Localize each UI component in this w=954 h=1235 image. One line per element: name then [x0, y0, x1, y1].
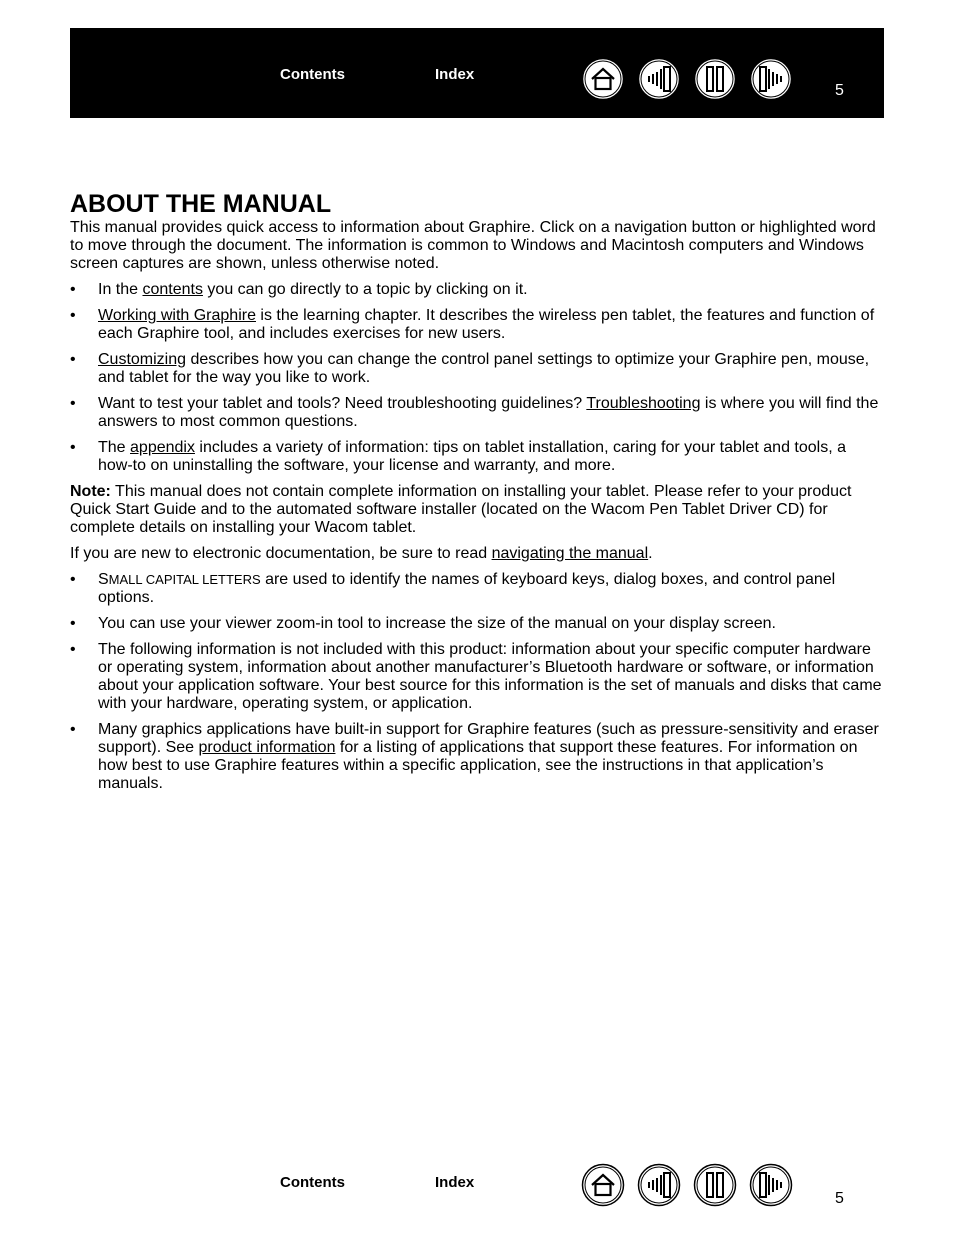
list-item: • The appendix includes a variety of information: tips on tablet installation, caring for your tablet and tools, a how-to on uninstalling the software, your license and warranty, and more.	[70, 439, 885, 475]
page-number: 5	[835, 1190, 844, 1207]
working-with-graphire-link[interactable]: Working with Graphire	[98, 307, 256, 324]
tips-list	[70, 571, 885, 793]
note-paragraph: Note: This manual does not contain complete information on installing your tablet. Please refer to your product Quick Start Guide and to the automated software installer (located on the Wacom Pen Tablet Driver CD) for complete details on installing your Wacom tablet.	[70, 483, 852, 536]
first-page-icon	[637, 1163, 681, 1207]
customizing-link[interactable]: Customizing	[98, 351, 187, 368]
page-button[interactable]	[693, 1163, 737, 1207]
product-information-link[interactable]: product information	[198, 739, 336, 756]
chapter-list	[70, 281, 885, 475]
list-item: • Want to test your tablet and tools? Need troubleshooting guidelines? Troubleshooting is where you will find the answers to most common questions.	[70, 395, 885, 431]
home-icon	[581, 57, 625, 101]
home-button[interactable]	[581, 1163, 625, 1207]
page-icon	[693, 57, 737, 101]
first-page-button[interactable]	[637, 57, 681, 101]
new-to-docs-paragraph: If you are new to electronic documentation, be sure to read navigating the manual.	[70, 545, 653, 562]
first-page-button[interactable]	[637, 1163, 681, 1207]
troubleshooting-link[interactable]: Troubleshooting	[586, 395, 701, 412]
list-item: • Many graphics applications have built-in support for Graphire features (such as pressure-sensitivity and eraser support). See product information for a listing of applications that support these features. For information on how best to use Graphire features within a specific application, see the instructions in that application’s manuals.	[70, 721, 885, 793]
top-navigation-bar	[70, 28, 884, 118]
list-item: • In the contents you can go directly to a topic by clicking on it.	[70, 281, 885, 299]
note-label: Note:	[70, 483, 111, 500]
next-page-button[interactable]	[749, 1163, 793, 1207]
page-button[interactable]	[693, 57, 737, 101]
next-page-button[interactable]	[749, 57, 793, 101]
page-icon	[693, 1163, 737, 1207]
index-link[interactable]: Index	[435, 66, 475, 83]
main-content	[70, 189, 885, 801]
bottom-navigation-bar	[70, 1160, 884, 1220]
next-page-icon	[749, 57, 793, 101]
list-item: • SMALL CAPITAL LETTERS are used to identify the names of keyboard keys, dialog boxes, and control panel options.	[70, 571, 885, 607]
home-icon	[581, 1163, 625, 1207]
list-item: • The following information is not included with this product: information about your specific computer hardware or operating system, information about another manufacturer’s Bluetooth hardware or software, or information about your application software. Your best source for this information is the set of manuals and disks that came with your hardware, operating system, or application.	[70, 641, 885, 713]
navigating-the-manual-link[interactable]: navigating the manual	[491, 545, 649, 562]
next-page-icon	[749, 1163, 793, 1207]
first-page-icon	[637, 57, 681, 101]
page-title: ABOUT THE MANUAL	[70, 190, 332, 218]
home-button[interactable]	[581, 57, 625, 101]
contents-link[interactable]: Contents	[280, 66, 345, 83]
contents-text-link[interactable]: contents	[142, 281, 203, 298]
list-item: • Working with Graphire is the learning chapter. It describes the wireless pen tablet, the features and function of each Graphire tool, and includes exercises for new users.	[70, 307, 885, 343]
appendix-link[interactable]: appendix	[130, 439, 195, 456]
list-item: • You can use your viewer zoom-in tool to increase the size of the manual on your display screen.	[70, 615, 885, 633]
index-link[interactable]: Index	[435, 1174, 475, 1191]
list-item: • Customizing describes how you can change the control panel settings to optimize your Graphire pen, mouse, and tablet for the way you like to work.	[70, 351, 885, 387]
intro-paragraph: This manual provides quick access to information about Graphire. Click on a navigation button or highlighted word to move through the document. The information is common to Windows and Macintosh computers and Windows screen captures are shown, unless otherwise noted.	[70, 219, 876, 272]
contents-link[interactable]: Contents	[280, 1174, 345, 1191]
page-number: 5	[835, 82, 844, 99]
